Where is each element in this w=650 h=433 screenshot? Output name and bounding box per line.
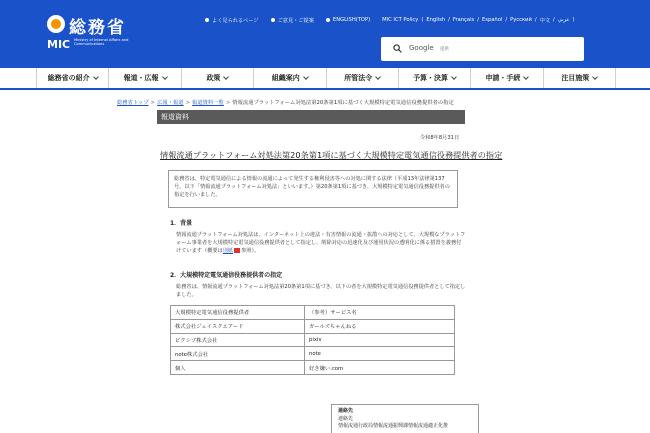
- table-row: [171, 347, 455, 361]
- provider-table: [170, 305, 455, 375]
- background-text-b: 参照）。: [241, 248, 260, 255]
- logo-mic: MIC: [47, 38, 71, 51]
- table-header-cell: 大規模特定電気通信役務提供者: [171, 306, 305, 320]
- table-row: [171, 333, 455, 347]
- table-cell: 好き嫌い.com: [305, 361, 455, 375]
- breadcrumb-sep: >: [150, 100, 156, 106]
- contact-line: 連絡先: [338, 415, 354, 422]
- logo-mark-icon: [47, 15, 65, 33]
- table-cell: note: [305, 347, 455, 361]
- language-links: [382, 17, 577, 24]
- breadcrumb-sep: >: [185, 100, 191, 106]
- utility-link-feedback[interactable]: [271, 17, 314, 24]
- logo-text: 総務省: [69, 18, 126, 38]
- bullet-icon: [205, 18, 209, 22]
- nav-label: 所管法令: [344, 74, 373, 82]
- lang-sep: /: [505, 17, 508, 23]
- nav-item-budget[interactable]: [398, 68, 470, 88]
- nav-item-policy[interactable]: [181, 68, 253, 88]
- summary-box: 総務省は、特定電気通信による情報の流通によって発生する権利侵害等への対処に関する法律（平成13年法律第137号。以下「情報流通プラットフォーム対処法」といいます。）第20条第1項に基づき、大規模特定電気通信役務提供者の指定を行いました。: [168, 170, 458, 208]
- utility-link-label: ENGLISH(TOP): [332, 17, 371, 23]
- section-heading-background: 1．背景: [170, 220, 193, 227]
- section-text-background: [176, 231, 466, 256]
- paren-open: (: [421, 17, 424, 23]
- table-cell: ピクシブ株式会社: [171, 333, 305, 347]
- table-cell: 株式会社ジェイスクエアード: [171, 319, 305, 333]
- search-input[interactable]: [381, 37, 584, 61]
- search-icon[interactable]: [393, 44, 402, 53]
- chevron-down-icon: [224, 74, 230, 80]
- chevron-down-icon: [303, 74, 309, 80]
- nav-label: 組織案内: [271, 74, 300, 82]
- breadcrumb-link-press[interactable]: 広報・報道: [157, 100, 184, 106]
- breadcrumb-link-top[interactable]: 総務省トップ: [117, 100, 149, 106]
- table-cell: pixiv: [305, 333, 455, 347]
- search-brand: Google: [409, 44, 434, 52]
- nav-item-organization[interactable]: [253, 68, 325, 88]
- search-placeholder: 提供: [440, 47, 449, 52]
- page-title: 情報流通プラットフォーム対処法第20条第1項に基づく大規模特定電気通信役務提供者の指定: [160, 150, 503, 160]
- site-logo[interactable]: [47, 13, 157, 53]
- contact-box: [331, 404, 479, 433]
- table-header-cell: （参考）サービス名: [305, 306, 455, 320]
- section-text-designation: 総務省は、情報流通プラットフォーム対処法第20条第1項に基づき、以下の者を大規模特定電気通信役務提供者として指定しました。: [176, 284, 466, 299]
- utility-link-label: よく見られるページ: [212, 17, 259, 24]
- lang-english[interactable]: English: [426, 17, 446, 23]
- table-cell: ガールズちゃんねる: [305, 319, 455, 333]
- background-text-a: 情報流通プラットフォーム対処法は、インターネット上の違法・有害情報の流通・拡散への対応として、大規模なプラットフォーム事業者を大規模特定電気通信役務提供者として指定し、削除対応の迅速化及び運用状況の透明化に係る措置を義務付けています（概要は: [176, 232, 466, 255]
- table-row: [171, 361, 455, 375]
- nav-label: 政策: [206, 74, 221, 82]
- nav-label: 予算・決算: [413, 74, 449, 82]
- lang-french[interactable]: Français: [452, 17, 475, 23]
- release-date: 令和8年8月31日: [420, 135, 460, 141]
- paren-close: ): [572, 17, 575, 23]
- table-header-row: [171, 306, 455, 320]
- table-cell: note株式会社: [171, 347, 305, 361]
- breadcrumb-link-releases[interactable]: 報道資料一覧: [192, 100, 224, 106]
- breadcrumb: [117, 98, 454, 106]
- lang-sep: /: [553, 17, 555, 23]
- lang-sep: /: [534, 17, 537, 23]
- pdf-icon: [234, 248, 240, 253]
- nav-item-laws[interactable]: [326, 68, 398, 88]
- logo-subtitle: Ministry of Internal Affairs and Communications: [74, 38, 129, 47]
- nav-label: 注目施策: [561, 74, 590, 82]
- bullet-icon: [271, 18, 275, 22]
- nav-item-press[interactable]: [108, 68, 180, 88]
- section-band: 報道資料: [157, 110, 465, 124]
- policy-link[interactable]: MIC ICT Policy: [382, 17, 419, 23]
- lang-spanish[interactable]: Español: [481, 17, 503, 23]
- chevron-down-icon: [375, 74, 381, 80]
- lang-russian[interactable]: Русский: [510, 17, 532, 23]
- lang-sep: /: [477, 17, 479, 23]
- lang-sep: /: [448, 17, 450, 23]
- chevron-down-icon: [524, 74, 530, 80]
- table-row: [171, 319, 455, 333]
- table-cell: 個人: [171, 361, 305, 375]
- utility-link-label: ご意見・ご提案: [277, 17, 314, 24]
- lang-chinese[interactable]: 中文: [539, 17, 551, 24]
- chevron-down-icon: [592, 74, 598, 80]
- section-heading-designation: 2．大規模特定電気通信役務提供者の指定: [170, 272, 283, 279]
- breadcrumb-sep: >: [225, 100, 231, 106]
- utility-links: [205, 15, 578, 25]
- nav-label: 総務省の紹介: [47, 74, 90, 82]
- chevron-down-icon: [93, 74, 99, 80]
- utility-link-english[interactable]: [326, 17, 370, 23]
- site-header: [0, 0, 650, 68]
- nav-label: 報道・広報: [123, 74, 159, 82]
- lang-arabic[interactable]: عربي: [557, 17, 570, 23]
- global-nav: [0, 68, 650, 90]
- utility-link-popular[interactable]: [205, 17, 259, 24]
- chevron-down-icon: [162, 74, 168, 80]
- breadcrumb-current: 情報流通プラットフォーム対処法第20条第1項に基づく大規模特定電気通信役務提供者の指定: [232, 100, 454, 106]
- nav-item-applications[interactable]: [470, 68, 542, 88]
- nav-item-about[interactable]: [36, 68, 108, 88]
- nav-label: 申請・手続: [485, 74, 521, 82]
- nav-item-featured[interactable]: [543, 68, 616, 88]
- bullet-icon: [326, 18, 330, 22]
- chevron-down-icon: [451, 74, 457, 80]
- attachment-link[interactable]: 別紙: [222, 248, 234, 255]
- contact-label: 連絡先: [338, 408, 354, 414]
- contact-line: 情報流通行政局情報流通振興課情報流通適正化推: [338, 423, 449, 429]
